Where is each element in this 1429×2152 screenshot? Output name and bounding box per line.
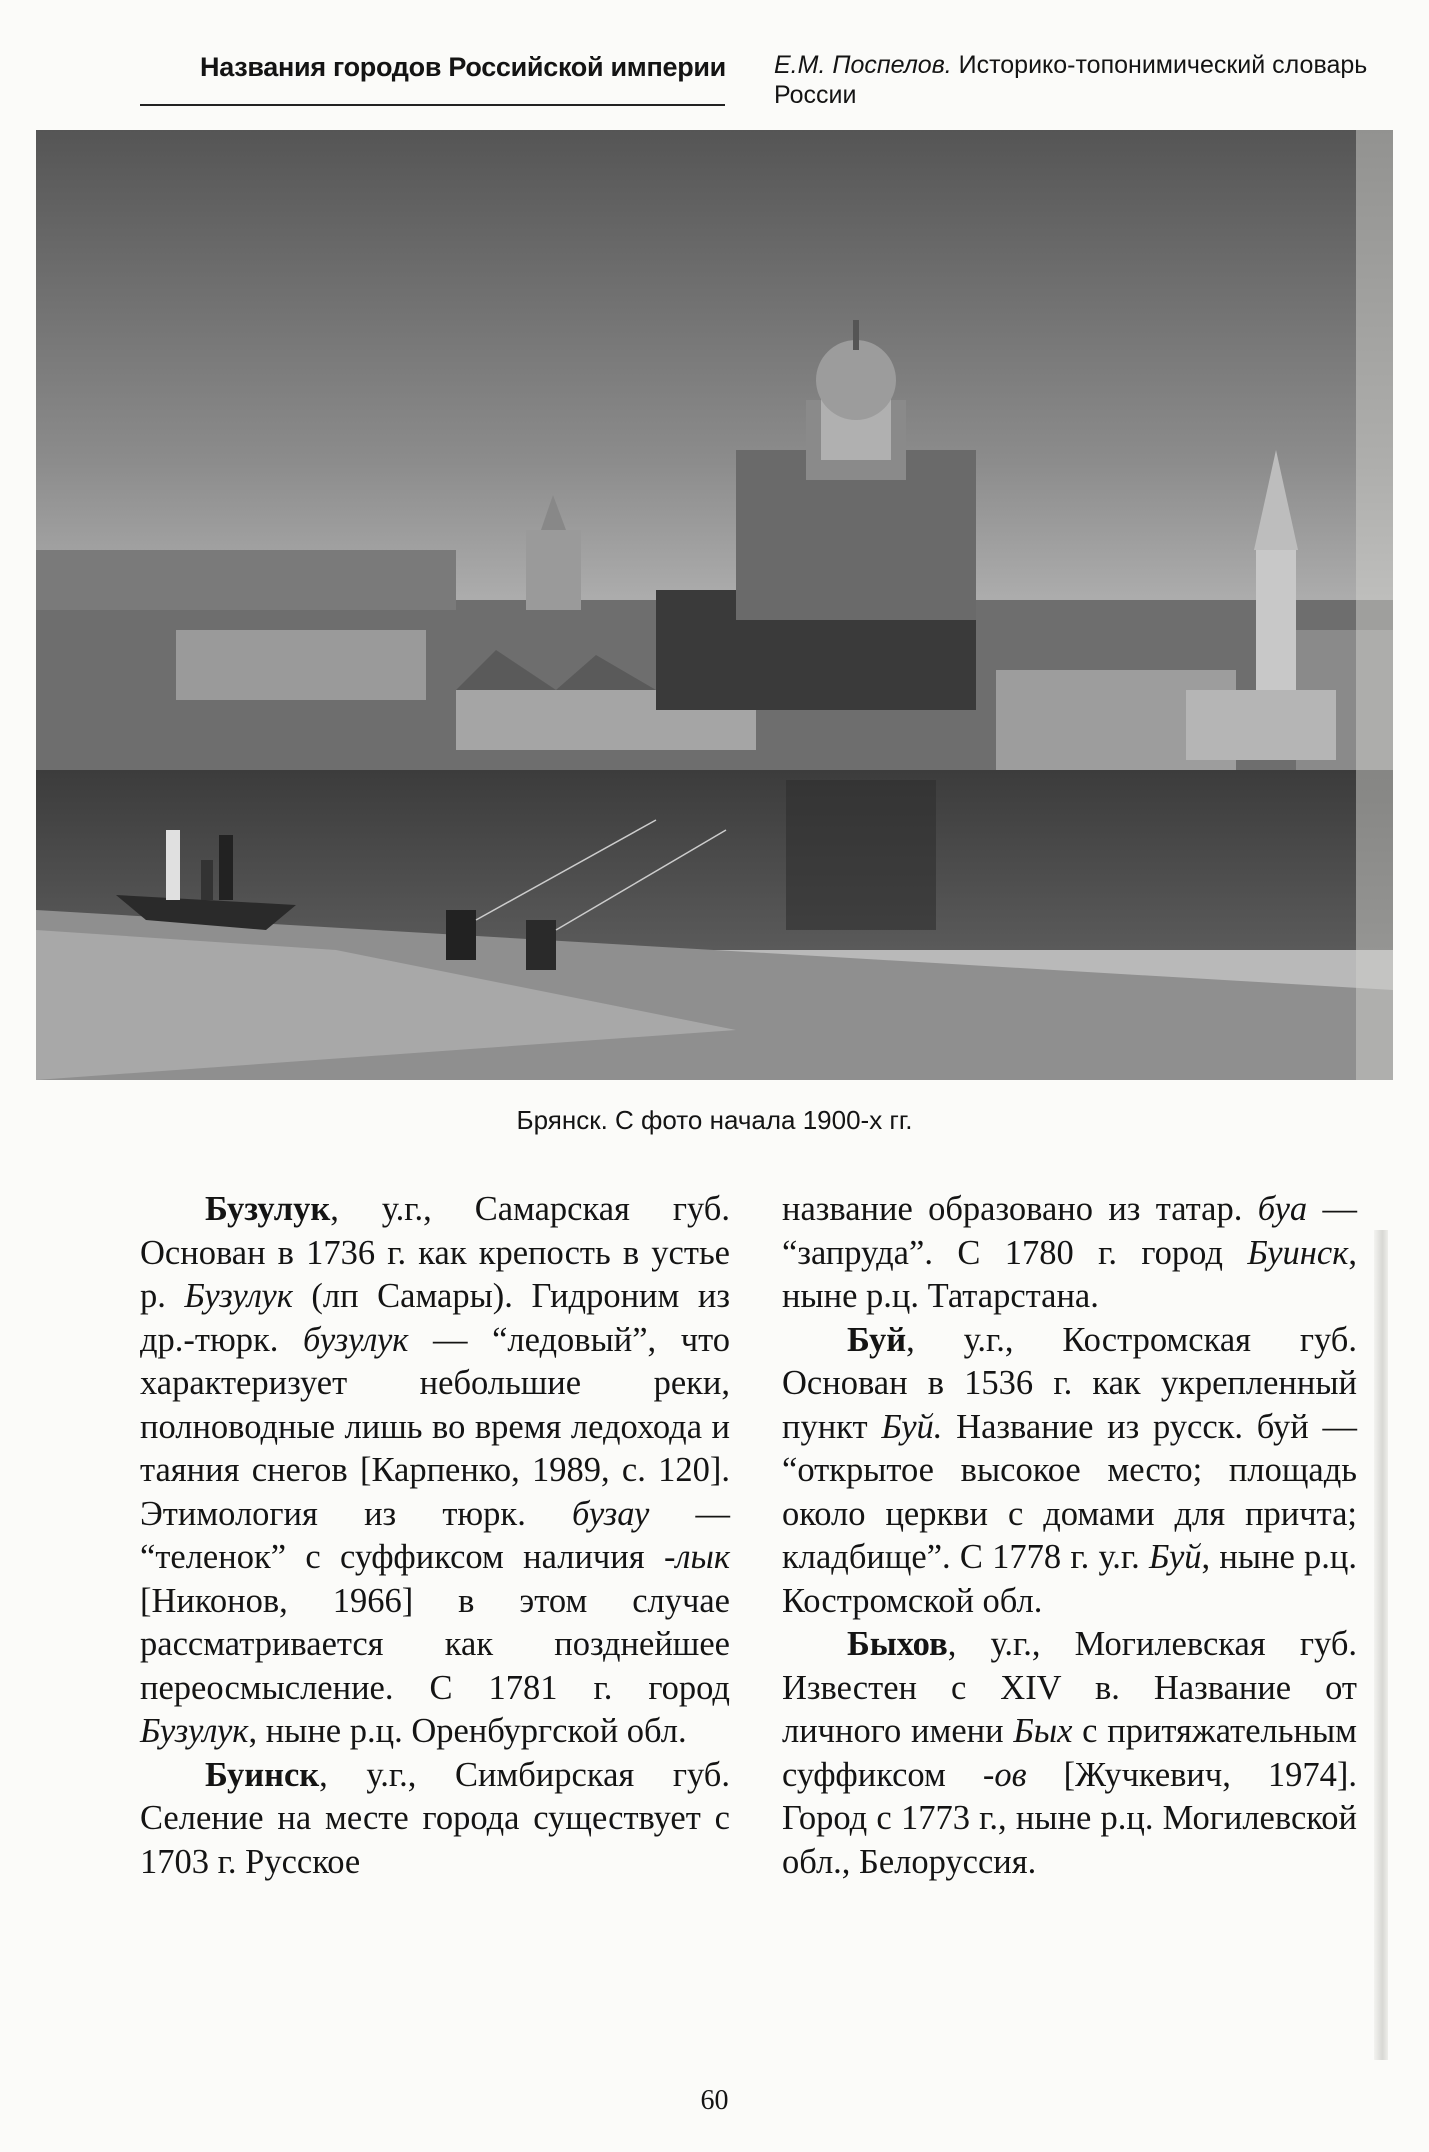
dictionary-entry: Буинск, у.г., Симбирская губ. Селение на месте города существует с 1703 г. Русское: [140, 1755, 730, 1881]
page-edge-shadow: [1374, 1230, 1388, 2060]
text-column-left: [140, 1188, 730, 1884]
entry-headword: Бузулук: [205, 1190, 331, 1228]
text-column-right: [782, 1188, 1357, 1884]
bryansk-photo: [36, 130, 1393, 1080]
photo-caption: Брянск. С фото начала 1900-х гг.: [516, 1105, 913, 1135]
dictionary-entry: Бузулук, у.г., Самарская губ. Основан в 1736 г. как крепость в устье р. Бузулук (лп Самары). Гидроним из др.-тюрк. бузулук — “ледовый”, что характеризует небольшие реки, полноводные лишь во время ледохода и таяния снегов [Карпенко, 1989, с. 120]. Этимология из тюрк. бузау — “теленок” с суффиксом наличия -лык [Никонов, 1966] в этом случае рассматривается как позднейшее переосмысление. С 1781 г. город Бузулук, ныне р.ц. Оренбургской обл.: [140, 1190, 730, 1750]
running-header-left: Названия городов Российской империи: [200, 52, 726, 82]
running-header-right: [774, 50, 1374, 110]
page-number: 60: [700, 2085, 729, 2116]
header-rule: [140, 104, 725, 106]
header-author: Е.М. Поспелов.: [774, 51, 952, 79]
header-book-title: Историко-топонимический словарь России: [774, 51, 1368, 109]
entry-headword: Буинск: [205, 1755, 320, 1794]
dictionary-entry: Быхов, у.г., Могилевская губ. Известен с XIV в. Название от личного имени Быx с притяжательным суффиксом -ов [Жучкевич, 1974]. Город с 1773 г., ныне р.ц. Могилевской обл., Белоруссия.: [782, 1625, 1357, 1881]
dictionary-entry-continuation: название образовано из татар. буа — “запруда”. С 1780 г. город Буинск, ныне р.ц. Татарстана.: [782, 1190, 1357, 1315]
entry-headword: Буй: [847, 1320, 907, 1359]
entry-headword: Быхов: [847, 1625, 948, 1663]
dictionary-entry: Буй, у.г., Костромская губ. Основан в 1536 г. как укрепленный пункт Буй. Название из русск. буй — “открытое высокое место; площадь около церкви с домами для причта; кладбище”. С 1778 г. у.г. Буй, ныне р.ц. Костромской обл.: [782, 1320, 1358, 1620]
